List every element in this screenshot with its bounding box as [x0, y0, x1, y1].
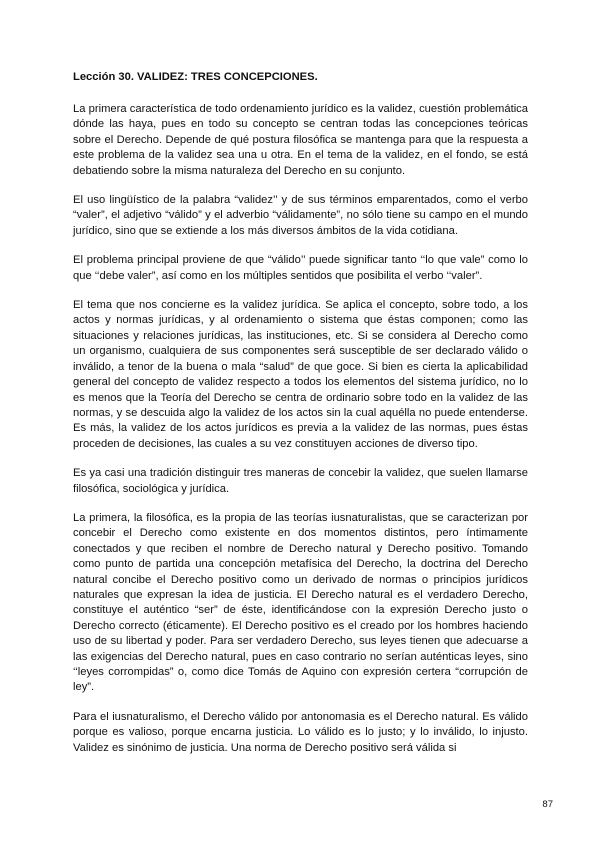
lesson-title: Lección 30. VALIDEZ: TRES CONCEPCIONES. — [73, 71, 318, 83]
paragraph-6: La primera, la filosófica, es la propia de las teorías iusnaturalistas, que se caracterizan por concebir el Derecho como existente en dos momentos distintos, pero íntimamente conectados y que reciben el nombre de Derecho natural y Derecho positivo. Tomando como punto de partida una concepción metafísica del Derecho, la doctrina del Derecho natural concibe el Derecho positivo como un derivado de normas o principios jurídicos naturales que expresan la idea de justicia. El Derecho natural es el verdadero Derecho, constituye el auténtico “ser” de éste, identificándose con la expresión Derecho justo o Derecho correcto (éticamente). El Derecho positivo es el creado por los hombres haciendo uso de su libertad y poder. Para ser verdadero Derecho, sus leyes tienen que adecuarse a las exigencias del Derecho natural, pues en caso contrario no serían auténticas leyes, sino ‘‘leyes corrompidas” o, como dice Tomás de Aquino con expresión certera “corrupción de ley”. — [73, 511, 528, 694]
paragraph-2: El uso lingüístico de la palabra “validez’’ y de sus términos emparentados, como el verbo “valer”, el adjetivo “válido” y el adverbio “válidamente”, no sólo tiene su campo en el mundo jurídico, sino que se extiende a los más diversos ámbitos de la vida cotidiana. — [73, 194, 528, 237]
paragraph-5: Es ya casi una tradición distinguir tres maneras de concebir la validez, que suelen llamarse filosófica, sociológica y jurídica. — [73, 467, 528, 495]
paragraph-7: Para el iusnaturalismo, el Derecho válido por antonomasia es el Derecho natural. Es válido porque es valioso, porque encarna justicia. Lo válido es lo justo; y lo inválido, lo injusto. Validez es sinónimo de justicia. Una norma de Derecho positivo será válida si — [73, 710, 528, 754]
paragraph-1: La primera característica de todo ordenamiento jurídico es la validez, cuestión problemática dónde las haya, pues en todo su concepto se centran todas las concepciones teóricas sobre el Derecho. Depende de qué postura filosófica se mantenga para que la respuesta a este problema de la validez sea una u otra. En el tema de la validez, en el fondo, se está debatiendo sobre la misma naturaleza del Derecho en su conjunto. — [73, 103, 528, 177]
paragraph-3: El problema principal proviene de que “válido’’ puede significar tanto ‘‘lo que vale” como lo que ‘‘debe valer”, así como en los múltiples sentidos que posibilita el verbo ‘‘valer”. — [73, 254, 528, 282]
paragraph-4: El tema que nos concierne es la validez jurídica. Se aplica el concepto, sobre todo, a los actos y normas jurídicas, y al ordenamiento o sistema que éstas componen; como las situaciones y relaciones jurídicas, las instituciones, etc. Si se considera al Derecho como un organismo, cualquiera de sus componentes será susceptible de ser declarado válido o inválido, a tenor de la buena o mala “salud” de que goce. Si bien es cierta la aplicabilidad general del concepto de validez respecto a todos los elementos del sistema jurídico, no lo es menos que la Teoría del Derecho se centra de ordinario sobre todo en la validez de las normas, y se descuida algo la validez de los actos sin la cual aquélla no puede entenderse. Es más, la validez de los actos jurídicos es previa a la validez de las normas, pues éstas proceden de decisiones, las cuales a su vez constituyen acciones de diverso tipo. — [73, 299, 528, 450]
page-number: 87 — [542, 799, 553, 810]
